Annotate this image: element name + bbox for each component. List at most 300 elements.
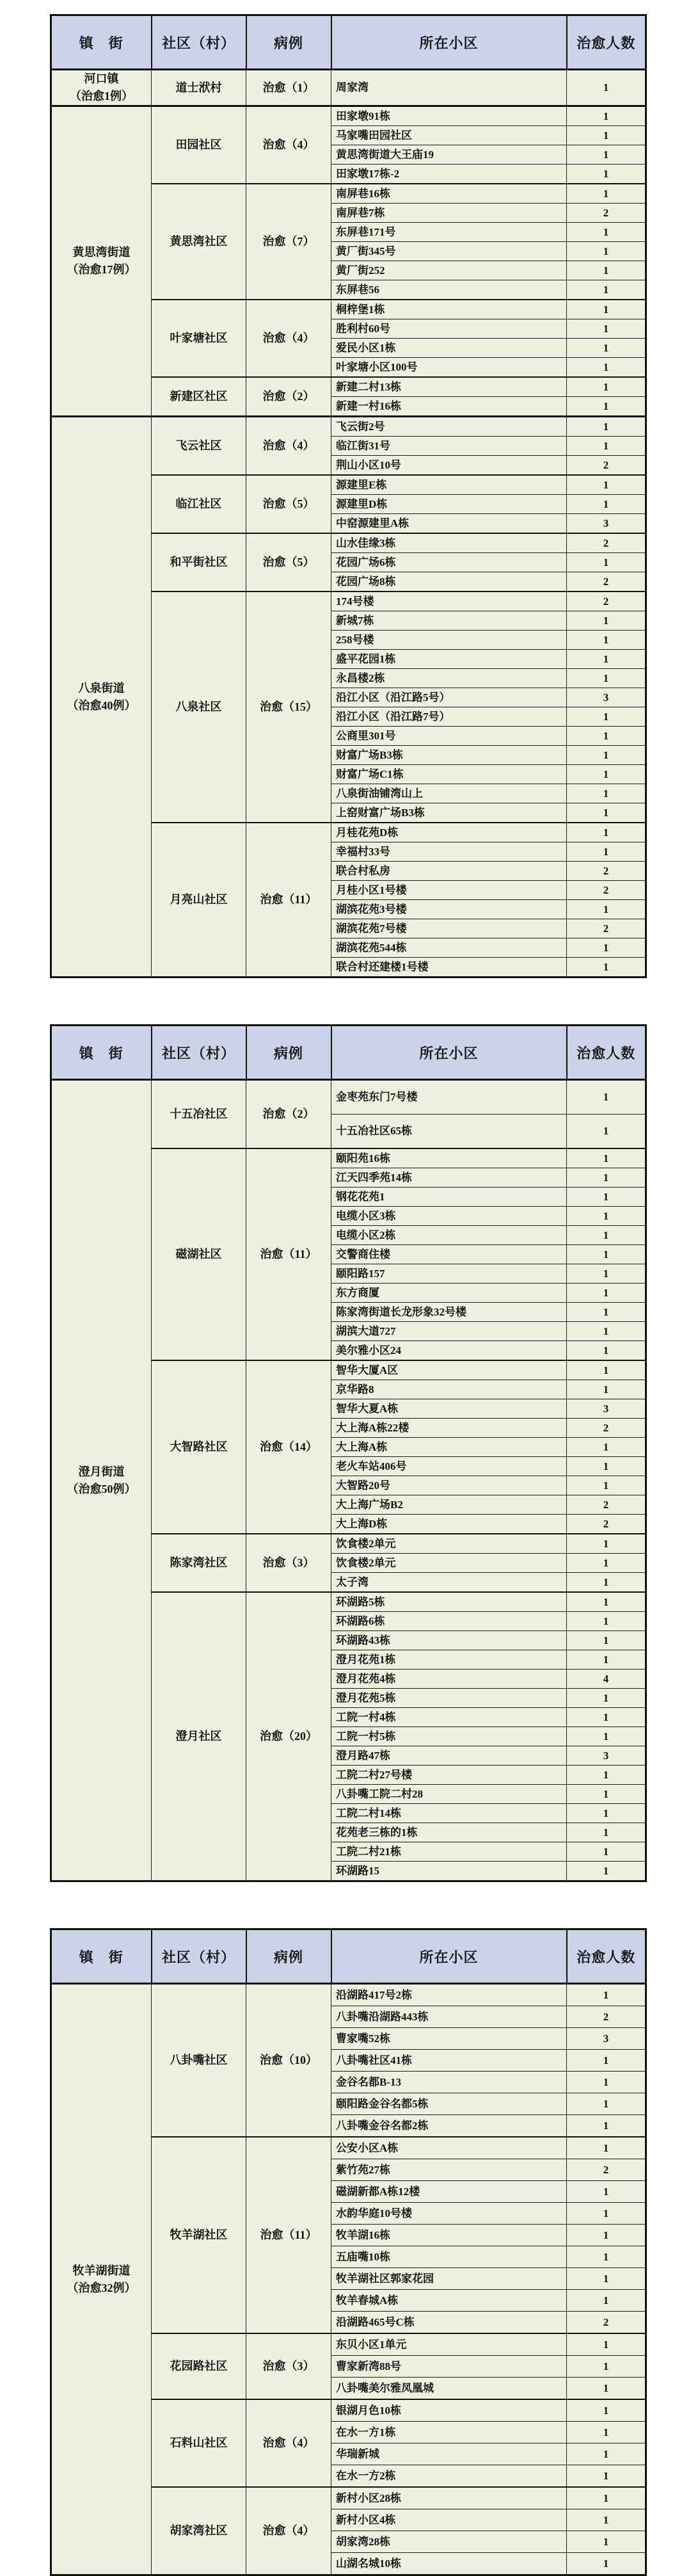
town-cured-note: （治愈1例） xyxy=(70,90,133,102)
estate-cell: 南屏巷16栋 xyxy=(331,184,567,204)
town-cured-note: （治愈17例） xyxy=(67,263,136,276)
cured-count-cell: 1 xyxy=(567,1984,646,2006)
cured-count-cell: 1 xyxy=(567,1708,646,1727)
cured-count-cell: 1 xyxy=(567,437,646,456)
cured-count-cell: 1 xyxy=(567,803,646,823)
table-gap xyxy=(0,1882,691,1928)
cured-count-cell: 1 xyxy=(567,377,646,397)
community-cell: 飞云社区 xyxy=(152,417,246,476)
cases-cell: 治愈（2） xyxy=(246,1080,331,1149)
cured-count-cell: 1 xyxy=(567,1631,646,1650)
town-cell xyxy=(51,70,152,106)
cured-count-cell: 1 xyxy=(567,1168,646,1187)
estate-cell: 桐梓堡1栋 xyxy=(331,300,567,319)
cured-count-cell: 1 xyxy=(567,475,646,495)
cured-count-cell: 1 xyxy=(567,2531,646,2553)
cured-count-cell: 2 xyxy=(567,862,646,881)
estate-cell: 黄厂街345号 xyxy=(331,242,567,261)
cured-count-cell: 1 xyxy=(567,358,646,378)
estate-cell: 财富广场B3栋 xyxy=(331,746,567,765)
estate-cell: 饮食楼2单元 xyxy=(331,1534,567,1554)
estate-cell: 飞云街2号 xyxy=(331,417,567,437)
cured-count-cell: 1 xyxy=(567,669,646,688)
estate-cell: 174号楼 xyxy=(331,592,567,611)
cured-count-cell: 1 xyxy=(567,2050,646,2072)
estate-cell: 金枣苑东门7号楼 xyxy=(331,1080,567,1115)
cases-cell: 治愈（3） xyxy=(246,2333,331,2399)
estate-cell: 牧羊湖16栋 xyxy=(331,2225,567,2246)
community-cell: 新建区社区 xyxy=(152,377,246,417)
cured-count-cell: 1 xyxy=(567,900,646,919)
cured-count-cell: 1 xyxy=(567,223,646,242)
estate-cell: 新城7栋 xyxy=(331,611,567,631)
cured-count-cell: 1 xyxy=(567,1245,646,1264)
community-cell: 陈家湾社区 xyxy=(152,1534,246,1592)
estate-cell: 京华路8 xyxy=(331,1380,567,1399)
cured-count-cell: 3 xyxy=(567,1746,646,1766)
cases-cell: 治愈（4） xyxy=(246,2399,331,2487)
estate-cell: 颐阳苑16栋 xyxy=(331,1148,567,1168)
cured-count-cell: 1 xyxy=(567,2422,646,2443)
community-cell: 澄月社区 xyxy=(152,1592,246,1881)
cured-count-cell: 1 xyxy=(567,1823,646,1842)
cured-count-cell: 2 xyxy=(567,2312,646,2334)
cured-count-cell: 1 xyxy=(567,2333,646,2356)
cured-count-cell: 2 xyxy=(567,533,646,553)
cured-count-cell: 1 xyxy=(567,1438,646,1457)
estate-cell: 银湖月色10栋 xyxy=(331,2399,567,2422)
estate-cell: 江天四季苑14栋 xyxy=(331,1168,567,1187)
cured-count-cell: 1 xyxy=(567,938,646,958)
cured-count-cell: 1 xyxy=(567,1727,646,1746)
estate-cell: 十五冶社区65栋 xyxy=(331,1115,567,1149)
cases-cell: 治愈（5） xyxy=(246,533,331,592)
cured-count-cell: 2 xyxy=(567,1495,646,1515)
header-row xyxy=(51,1929,646,1984)
estate-cell: 月桂小区1号楼 xyxy=(331,881,567,900)
cured-count-cell: 4 xyxy=(567,1670,646,1689)
estate-cell: 公安小区A栋 xyxy=(331,2137,567,2159)
community-cell: 月亮山社区 xyxy=(152,823,246,978)
estate-cell: 电缆小区2栋 xyxy=(331,1226,567,1245)
cured-count-cell: 1 xyxy=(567,1115,646,1149)
estate-cell: 大上海D栋 xyxy=(331,1515,567,1534)
cured-count-cell: 2 xyxy=(567,456,646,476)
estate-cell: 澄月花苑1栋 xyxy=(331,1650,567,1670)
estate-cell: 中窑源建里A栋 xyxy=(331,514,567,534)
cured-count-cell: 2 xyxy=(567,572,646,592)
col-header-estate: 所在小区 xyxy=(331,1026,567,1080)
community-cell: 磁湖社区 xyxy=(152,1148,246,1360)
col-header-community: 社区（村） xyxy=(152,1929,246,1984)
estate-cell: 八卦嘴美尔雅凤凰城 xyxy=(331,2378,567,2400)
recovery-table-1 xyxy=(50,14,647,978)
cured-count-cell: 1 xyxy=(567,1766,646,1785)
estate-cell: 八卦嘴社区41栋 xyxy=(331,2050,567,2072)
cured-count-cell: 1 xyxy=(567,1284,646,1303)
table-row xyxy=(51,106,646,126)
cured-count-cell: 1 xyxy=(567,1689,646,1708)
table-row xyxy=(51,417,646,437)
estate-cell: 大上海A栋 xyxy=(331,1438,567,1457)
table-row xyxy=(51,70,646,106)
cases-cell: 治愈（4） xyxy=(246,417,331,476)
recovery-table-2 xyxy=(50,1024,647,1882)
estate-cell: 颐阳路金谷名都5栋 xyxy=(331,2093,567,2115)
cured-count-cell: 1 xyxy=(567,553,646,572)
cured-count-cell: 1 xyxy=(567,1341,646,1361)
estate-cell: 源建里E栋 xyxy=(331,475,567,495)
community-cell: 叶家塘社区 xyxy=(152,300,246,377)
estate-cell: 钢花花苑1 xyxy=(331,1187,567,1207)
col-header-cases: 病例 xyxy=(246,15,331,70)
cases-cell: 治愈（10） xyxy=(246,1984,331,2137)
col-header-cases: 病例 xyxy=(246,1026,331,1080)
cases-cell: 治愈（11） xyxy=(246,823,331,978)
estate-cell: 沿江小区（沿江路5号） xyxy=(331,688,567,707)
cases-cell: 治愈（4） xyxy=(246,2487,331,2575)
estate-cell: 联合村私房 xyxy=(331,862,567,881)
col-header-cases: 病例 xyxy=(246,1929,331,1984)
cured-count-cell: 1 xyxy=(567,70,646,106)
cured-count-cell: 1 xyxy=(567,319,646,339)
estate-cell: 饮食楼2单元 xyxy=(331,1554,567,1573)
community-cell: 石料山社区 xyxy=(152,2399,246,2487)
estate-cell: 叶家塘小区100号 xyxy=(331,358,567,378)
estate-cell: 盛平花园1栋 xyxy=(331,650,567,669)
estate-cell: 华瑞新城 xyxy=(331,2443,567,2465)
estate-cell: 八卦嘴金谷名都2栋 xyxy=(331,2115,567,2137)
cured-count-cell: 1 xyxy=(567,106,646,126)
cured-count-cell: 1 xyxy=(567,2553,646,2575)
estate-cell: 东方商厦 xyxy=(331,1284,567,1303)
cured-count-cell: 1 xyxy=(567,784,646,803)
estate-cell: 沿江小区（沿江路7号） xyxy=(331,707,567,727)
cured-count-cell: 1 xyxy=(567,1148,646,1168)
estate-cell: 电缆小区3栋 xyxy=(331,1207,567,1226)
cured-count-cell: 1 xyxy=(567,2115,646,2137)
cured-count-cell: 1 xyxy=(567,2356,646,2378)
cured-count-cell: 1 xyxy=(567,958,646,978)
estate-cell: 沿湖路465号C栋 xyxy=(331,2312,567,2334)
estate-cell: 南屏巷7栋 xyxy=(331,204,567,223)
estate-cell: 老火车站406号 xyxy=(331,1457,567,1476)
town-cured-note: （治愈50例） xyxy=(67,1482,136,1495)
cured-count-cell: 1 xyxy=(567,261,646,280)
cured-count-cell: 1 xyxy=(567,727,646,746)
town-name: 河口镇 xyxy=(84,72,119,85)
community-cell: 八泉社区 xyxy=(152,592,246,823)
cured-count-cell: 1 xyxy=(567,165,646,184)
estate-cell: 湖滨花苑3号楼 xyxy=(331,900,567,919)
town-name: 八泉街道 xyxy=(78,681,125,695)
cured-count-cell: 1 xyxy=(567,2137,646,2159)
estate-cell: 环湖路43栋 xyxy=(331,1631,567,1650)
estate-cell: 黄厂街252 xyxy=(331,261,567,280)
cured-count-cell: 1 xyxy=(567,746,646,765)
estate-cell: 在水一方1栋 xyxy=(331,2422,567,2443)
estate-cell: 幸福村33号 xyxy=(331,842,567,862)
estate-cell: 黄思湾街道大王庙19 xyxy=(331,145,567,165)
cured-count-cell: 1 xyxy=(567,1534,646,1554)
estate-cell: 环湖路5栋 xyxy=(331,1592,567,1612)
estate-cell: 爱民小区1栋 xyxy=(331,339,567,358)
estate-cell: 山湖名城10栋 xyxy=(331,2553,567,2575)
cases-cell: 治愈（11） xyxy=(246,1148,331,1360)
estate-cell: 沿湖路417号2栋 xyxy=(331,1984,567,2006)
estate-cell: 水韵华庭10号楼 xyxy=(331,2203,567,2225)
cases-cell: 治愈（15） xyxy=(246,592,331,823)
cured-count-cell: 1 xyxy=(567,1207,646,1226)
cases-cell: 治愈（20） xyxy=(246,1592,331,1881)
cases-cell: 治愈（14） xyxy=(246,1360,331,1534)
town-cell xyxy=(51,106,152,417)
town-cell xyxy=(51,1080,152,1881)
estate-cell: 湖滨大道727 xyxy=(331,1322,567,1341)
cured-count-cell: 1 xyxy=(567,1226,646,1245)
estate-cell: 田家墩17栋-2 xyxy=(331,165,567,184)
col-header-community: 社区（村） xyxy=(152,1026,246,1080)
cured-count-cell: 1 xyxy=(567,1862,646,1881)
cured-count-cell: 1 xyxy=(567,2465,646,2488)
cured-count-cell: 1 xyxy=(567,1187,646,1207)
cured-count-cell: 1 xyxy=(567,1573,646,1593)
col-header-cured: 治愈人数 xyxy=(567,15,646,70)
estate-cell: 永昌楼2栋 xyxy=(331,669,567,688)
estate-cell: 澄月花苑5栋 xyxy=(331,1689,567,1708)
community-cell: 八卦嘴社区 xyxy=(152,1984,246,2137)
cured-count-cell: 1 xyxy=(567,631,646,650)
cured-count-cell: 1 xyxy=(567,339,646,358)
estate-cell: 在水一方2栋 xyxy=(331,2465,567,2488)
estate-cell: 山水佳缘3栋 xyxy=(331,533,567,553)
community-cell: 临江社区 xyxy=(152,475,246,533)
estate-cell: 八泉街油铺湾山上 xyxy=(331,784,567,803)
cured-count-cell: 1 xyxy=(567,495,646,514)
cured-count-cell: 1 xyxy=(567,650,646,669)
town-cured-note: （治愈32例） xyxy=(67,2281,136,2294)
cured-count-cell: 2 xyxy=(567,2006,646,2028)
estate-cell: 临江街31号 xyxy=(331,437,567,456)
estate-cell: 陈家湾街道长龙形象32号楼 xyxy=(331,1303,567,1322)
col-header-town: 镇 街 xyxy=(51,1026,152,1080)
cured-count-cell: 1 xyxy=(567,1080,646,1115)
cured-count-cell: 1 xyxy=(567,2487,646,2509)
estate-cell: 胡家湾28栋 xyxy=(331,2531,567,2553)
community-cell: 黄思湾社区 xyxy=(152,184,246,300)
cured-count-cell: 1 xyxy=(567,1554,646,1573)
cured-count-cell: 1 xyxy=(567,1303,646,1322)
estate-cell: 东屏巷171号 xyxy=(331,223,567,242)
estate-cell: 工院一村5栋 xyxy=(331,1727,567,1746)
cured-count-cell: 1 xyxy=(567,126,646,145)
col-header-estate: 所在小区 xyxy=(331,1929,567,1984)
cured-count-cell: 1 xyxy=(567,417,646,437)
cured-count-cell: 1 xyxy=(567,707,646,727)
cured-count-cell: 1 xyxy=(567,280,646,300)
estate-cell: 五庙嘴10栋 xyxy=(331,2246,567,2268)
cured-count-cell: 1 xyxy=(567,1476,646,1495)
cured-count-cell: 1 xyxy=(567,2268,646,2290)
estate-cell: 颐阳路157 xyxy=(331,1264,567,1284)
cured-count-cell: 2 xyxy=(567,1515,646,1534)
estate-cell: 环湖路6栋 xyxy=(331,1612,567,1631)
estate-cell: 月桂花苑D栋 xyxy=(331,823,567,842)
estate-cell: 联合村还建楼1号楼 xyxy=(331,958,567,978)
estate-cell: 工院二村14栋 xyxy=(331,1804,567,1823)
col-header-town: 镇 街 xyxy=(51,1929,152,1984)
estate-cell: 澄月花苑4栋 xyxy=(331,1670,567,1689)
cases-cell: 治愈（11） xyxy=(246,2137,331,2333)
estate-cell: 东屏巷56 xyxy=(331,280,567,300)
cured-count-cell: 1 xyxy=(567,300,646,319)
estate-cell: 八卦嘴沿湖路443栋 xyxy=(331,2006,567,2028)
estate-cell: 大上海A栋22楼 xyxy=(331,1419,567,1438)
estate-cell: 澄月路47栋 xyxy=(331,1746,567,1766)
estate-cell: 马家嘴田园社区 xyxy=(331,126,567,145)
cured-count-cell: 1 xyxy=(567,397,646,417)
estate-cell: 曹家嘴52栋 xyxy=(331,2028,567,2050)
estate-cell: 牧羊湖社区郭家花园 xyxy=(331,2268,567,2290)
town-name: 黄思湾街道 xyxy=(72,246,131,259)
estate-cell: 新建一村16栋 xyxy=(331,397,567,417)
community-cell: 和平街社区 xyxy=(152,533,246,592)
estate-cell: 金谷名都B-13 xyxy=(331,2072,567,2093)
estate-cell: 公商里301号 xyxy=(331,727,567,746)
col-header-town: 镇 街 xyxy=(51,15,152,70)
estate-cell: 上窑财富广场B3栋 xyxy=(331,803,567,823)
estate-cell: 大智路20号 xyxy=(331,1476,567,1495)
estate-cell: 源建里D栋 xyxy=(331,495,567,514)
estate-cell: 新村小区28栋 xyxy=(331,2487,567,2509)
estate-cell: 曹家新湾88号 xyxy=(331,2356,567,2378)
cured-count-cell: 1 xyxy=(567,2509,646,2531)
cured-count-cell: 1 xyxy=(567,184,646,204)
col-header-cured: 治愈人数 xyxy=(567,1026,646,1080)
cured-count-cell: 1 xyxy=(567,1380,646,1399)
cured-count-cell: 2 xyxy=(567,2159,646,2181)
cases-cell: 治愈（2） xyxy=(246,377,331,417)
estate-cell: 交警商住楼 xyxy=(331,1245,567,1264)
cured-count-cell: 1 xyxy=(567,1592,646,1612)
estate-cell: 新建二村13栋 xyxy=(331,377,567,397)
cases-cell: 治愈（7） xyxy=(246,184,331,300)
col-header-community: 社区（村） xyxy=(152,15,246,70)
cured-count-cell: 3 xyxy=(567,688,646,707)
community-cell: 花园路社区 xyxy=(152,2333,246,2399)
cured-count-cell: 1 xyxy=(567,1322,646,1341)
cured-count-cell: 1 xyxy=(567,611,646,631)
cases-cell: 治愈（4） xyxy=(246,106,331,184)
cured-count-cell: 2 xyxy=(567,592,646,611)
cured-count-cell: 1 xyxy=(567,2246,646,2268)
estate-cell: 财富广场C1栋 xyxy=(331,765,567,784)
estate-cell: 新村小区4栋 xyxy=(331,2509,567,2531)
cured-count-cell: 3 xyxy=(567,514,646,534)
community-cell: 十五冶社区 xyxy=(152,1080,246,1149)
town-cell xyxy=(51,1984,152,2575)
recovery-table-3 xyxy=(50,1928,647,2576)
table-row xyxy=(51,1984,646,2006)
cured-count-cell: 3 xyxy=(567,1399,646,1419)
estate-cell: 胜利村60号 xyxy=(331,319,567,339)
community-cell: 胡家湾社区 xyxy=(152,2487,246,2575)
cured-count-cell: 1 xyxy=(567,2225,646,2246)
community-cell: 田园社区 xyxy=(152,106,246,184)
estate-cell: 牧羊春城A栋 xyxy=(331,2290,567,2312)
cured-count-cell: 2 xyxy=(567,204,646,223)
cured-count-cell: 2 xyxy=(567,881,646,900)
estate-cell: 磁湖新都A栋12楼 xyxy=(331,2181,567,2203)
table-gap xyxy=(0,978,691,1024)
header-row xyxy=(51,15,646,70)
estate-cell: 智华大夏A栋 xyxy=(331,1399,567,1419)
cured-count-cell: 1 xyxy=(567,2093,646,2115)
estate-cell: 大上海广场B2 xyxy=(331,1495,567,1515)
cured-count-cell: 1 xyxy=(567,765,646,784)
cured-count-cell: 1 xyxy=(567,1360,646,1380)
town-name: 牧羊湖街道 xyxy=(72,2264,131,2277)
estate-cell: 田家墩91栋 xyxy=(331,106,567,126)
estate-cell: 东贝小区1单元 xyxy=(331,2333,567,2356)
estate-cell: 湖滨花苑544栋 xyxy=(331,938,567,958)
estate-cell: 美尔雅小区24 xyxy=(331,1341,567,1361)
estate-cell: 花园广场6栋 xyxy=(331,553,567,572)
town-cell xyxy=(51,417,152,978)
community-cell: 牧羊湖社区 xyxy=(152,2137,246,2333)
estate-cell: 环湖路15 xyxy=(331,1862,567,1881)
cured-count-cell: 3 xyxy=(567,2028,646,2050)
cured-count-cell: 1 xyxy=(567,2399,646,2422)
estate-cell: 花苑老三栋的1栋 xyxy=(331,1823,567,1842)
cured-count-cell: 1 xyxy=(567,2290,646,2312)
town-name: 澄月街道 xyxy=(78,1465,125,1478)
estate-cell: 太子湾 xyxy=(331,1573,567,1593)
cured-count-cell: 1 xyxy=(567,2203,646,2225)
cases-cell: 治愈（4） xyxy=(246,300,331,377)
estate-cell: 花园广场8栋 xyxy=(331,572,567,592)
table-row xyxy=(51,1080,646,1115)
cured-count-cell: 2 xyxy=(567,1419,646,1438)
estate-cell: 荆山小区10号 xyxy=(331,456,567,476)
cured-count-cell: 1 xyxy=(567,1842,646,1862)
town-cured-note: （治愈40例） xyxy=(67,698,136,712)
estate-cell: 周家湾 xyxy=(331,70,567,106)
estate-cell: 八卦嘴工院二村28 xyxy=(331,1785,567,1804)
cured-count-cell: 1 xyxy=(567,2181,646,2203)
cured-count-cell: 1 xyxy=(567,1457,646,1476)
cured-count-cell: 1 xyxy=(567,145,646,165)
cured-count-cell: 1 xyxy=(567,1785,646,1804)
cases-cell: 治愈（1） xyxy=(246,70,331,106)
cured-count-cell: 1 xyxy=(567,1264,646,1284)
cured-count-cell: 1 xyxy=(567,823,646,842)
col-header-estate: 所在小区 xyxy=(331,15,567,70)
estate-cell: 258号楼 xyxy=(331,631,567,650)
cured-count-cell: 1 xyxy=(567,2378,646,2400)
estate-cell: 工院二村27号楼 xyxy=(331,1766,567,1785)
cured-count-cell: 1 xyxy=(567,2072,646,2093)
cured-count-cell: 1 xyxy=(567,1612,646,1631)
col-header-cured: 治愈人数 xyxy=(567,1929,646,1984)
estate-cell: 工院一村4栋 xyxy=(331,1708,567,1727)
estate-cell: 湖滨花苑7号楼 xyxy=(331,919,567,938)
estate-cell: 智华大厦A区 xyxy=(331,1360,567,1380)
cases-cell: 治愈（3） xyxy=(246,1534,331,1592)
cases-cell: 治愈（5） xyxy=(246,475,331,533)
cured-count-cell: 1 xyxy=(567,842,646,862)
cured-count-cell: 1 xyxy=(567,1650,646,1670)
